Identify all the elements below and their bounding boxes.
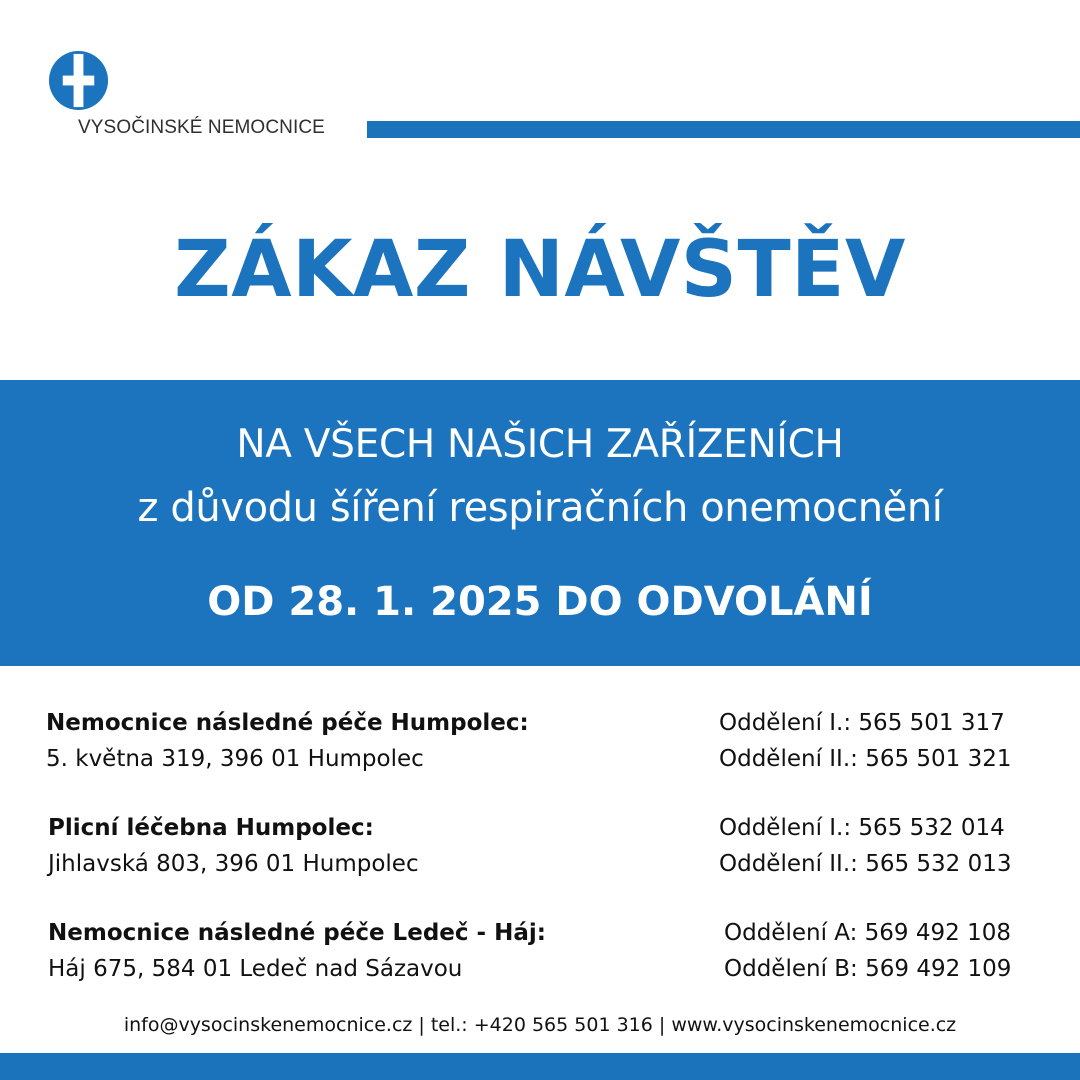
notice-reason: z důvodu šíření respiračních onemocnění xyxy=(137,485,943,531)
location-name: Nemocnice následné péče Ledeč - Háj: xyxy=(48,920,546,946)
location-phone: Oddělení I.: 565 532 014 xyxy=(719,815,1005,841)
location-phone: Oddělení B: 569 492 109 xyxy=(724,956,1012,982)
location-phone: Oddělení A: 569 492 108 xyxy=(724,920,1011,946)
notice-date: OD 28. 1. 2025 DO ODVOLÁNÍ xyxy=(207,579,873,625)
location-name: Nemocnice následné péče Humpolec: xyxy=(46,710,529,736)
notice-scope: NA VŠECH NAŠICH ZAŘÍZENÍCH xyxy=(236,422,844,467)
location-phone: Oddělení II.: 565 501 321 xyxy=(719,746,1012,772)
location-name: Plicní léčebna Humpolec: xyxy=(48,815,374,841)
location-phone: Oddělení II.: 565 532 013 xyxy=(719,851,1012,877)
footer-bar xyxy=(0,1053,1080,1080)
location-address: 5. května 319, 396 01 Humpolec xyxy=(46,746,424,772)
location-address: Jihlavská 803, 396 01 Humpolec xyxy=(48,851,419,877)
cross-circle-icon xyxy=(48,50,109,111)
location-phone: Oddělení I.: 565 501 317 xyxy=(719,710,1005,736)
brand-name: VYSOČINSKÉ NEMOCNICE xyxy=(78,117,325,138)
location-address: Háj 675, 584 01 Ledeč nad Sázavou xyxy=(48,956,463,982)
page-title: ZÁKAZ NÁVŠTĚV xyxy=(174,225,906,315)
footer-contact: info@vysocinskenemocnice.cz | tel.: +420 565 501 316 | www.vysocinskenemocnice.cz xyxy=(123,1014,957,1036)
header-rule xyxy=(367,121,1080,138)
